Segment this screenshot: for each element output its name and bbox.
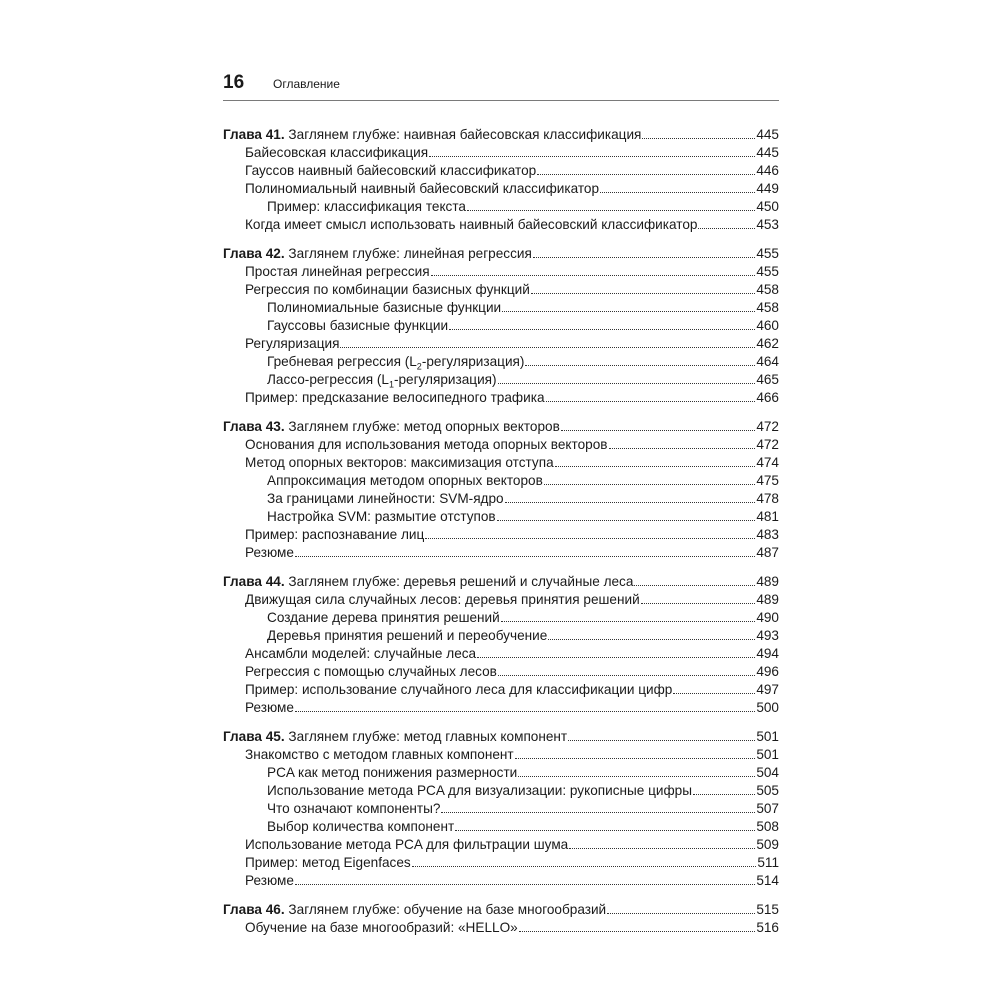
chapter-block [223,901,779,937]
entry-title [245,436,608,454]
entry-title-text: Обучение на базе многообразий: «HELLO» [245,920,518,935]
page-ref: 445 [756,127,779,142]
dot-leader [501,621,756,622]
chapter-label: Глава 42. [223,246,285,261]
entry-title [245,746,514,764]
page-ref: 508 [756,819,779,834]
entry-title-text: Резюме [245,700,294,715]
toc-entry[interactable] [223,663,779,681]
toc-entry[interactable] [223,782,779,800]
entry-title [267,371,497,389]
entry-title-text: Регрессия по комбинации базисных функций [245,282,530,297]
entry-title [267,353,524,371]
toc-entry[interactable] [223,645,779,663]
dot-leader [295,556,755,557]
entry-title-suffix: -регуляризация) [393,372,497,387]
toc-entry[interactable] [223,609,779,627]
entry-title-text: Гауссов наивный байесовский классификатор [245,163,537,178]
chapter-title [223,573,633,591]
page-ref: 472 [756,419,779,434]
toc-entry[interactable] [223,854,779,872]
page-ref: 501 [756,729,779,744]
toc-entry[interactable] [223,472,779,490]
dot-leader [431,275,756,276]
toc-entry[interactable] [223,162,779,180]
dot-leader [497,520,756,521]
entry-title-text: Деревья принятия решений и переобучение [267,628,548,643]
dot-leader [693,794,755,795]
toc-entry[interactable] [223,800,779,818]
page-ref: 455 [756,246,779,261]
dot-leader [477,657,755,658]
dot-leader [429,156,755,157]
entry-title-text: Использование метода PCA для фильтрации шума [245,837,569,852]
entry-title-suffix: -регуляризация) [421,354,525,369]
dot-leader [295,884,755,885]
toc-entry[interactable] [223,263,779,281]
toc-entry[interactable] [223,872,779,890]
toc-entry[interactable] [223,544,779,562]
page-ref: 466 [756,390,779,405]
entry-title [245,180,599,198]
page-ref: 458 [756,300,779,315]
dot-leader [673,693,755,694]
toc-entry[interactable] [223,836,779,854]
chapter-title [223,418,560,436]
dot-leader [455,830,755,831]
entry-title [245,836,568,854]
toc-entry[interactable] [223,508,779,526]
dot-leader [698,228,755,229]
chapter-block [223,126,779,234]
toc-entry[interactable] [223,436,779,454]
entry-title [245,681,672,699]
entry-title-text: Полиномиальные базисные функции [267,300,502,315]
chapter-entry[interactable] [223,728,779,746]
chapter-entry[interactable] [223,126,779,144]
entry-title [245,663,497,681]
entry-title [267,198,466,216]
dot-leader [425,538,755,539]
dot-leader [634,585,755,586]
entry-title-text: Использование метода PCA для визуализации: рукописные цифры [267,783,693,798]
page-ref: 489 [756,592,779,607]
chapter-title [223,245,532,263]
chapter-entry[interactable] [223,901,779,919]
chapter-title-text: Заглянем глубже: деревья решений и случайные леса [284,574,634,589]
chapter-label: Глава 44. [223,574,285,589]
toc-entry[interactable] [223,627,779,645]
entry-title [245,645,476,663]
chapter-title [223,126,641,144]
chapter-block [223,245,779,407]
dot-leader [544,484,755,485]
entry-title [267,299,501,317]
entry-title-text: Когда имеет смысл использовать наивный байесовский классификатор [245,217,698,232]
page-ref: 505 [756,783,779,798]
dot-leader [505,502,756,503]
chapter-title-text: Заглянем глубже: метод опорных векторов [284,419,560,434]
entry-title [267,472,543,490]
page-ref: 514 [756,873,779,888]
entry-title-text: Байесовская классификация [245,145,429,160]
entry-title [267,490,504,508]
toc-entry[interactable] [223,317,779,335]
entry-title [267,508,496,526]
page-ref: 487 [756,545,779,560]
chapter-title-text: Заглянем глубже: наивная байесовская классификация [284,127,642,142]
toc-entry[interactable] [223,144,779,162]
chapter-title-text: Заглянем глубже: линейная регрессия [284,246,532,261]
page-ref: 515 [756,902,779,917]
dot-leader [340,347,755,348]
page-ref: 481 [756,509,779,524]
entry-title-text: Регрессия с помощью случайных лесов [245,664,497,679]
chapter-title-text: Заглянем глубже: метод главных компонент [284,729,568,744]
toc-entry[interactable] [223,371,779,389]
chapter-title [223,901,606,919]
toc-entry[interactable] [223,299,779,317]
chapter-label: Глава 43. [223,419,285,434]
page-ref: 458 [756,282,779,297]
chapter-entry[interactable] [223,418,779,436]
chapter-label: Глава 41. [223,127,285,142]
page-ref: 496 [756,664,779,679]
entry-title-text: Настройка SVM: размытие отступов [267,509,496,524]
page-ref: 504 [756,765,779,780]
page-ref: 462 [756,336,779,351]
chapter-block [223,418,779,562]
chapter-block [223,573,779,717]
page-ref: 489 [756,574,779,589]
toc-entry[interactable] [223,746,779,764]
page-ref: 450 [756,199,779,214]
page-ref: 516 [756,920,779,935]
entry-title [245,144,428,162]
entry-title [245,591,640,609]
dot-leader [609,448,756,449]
dot-leader [546,401,756,402]
entry-title [267,800,440,818]
toc-entry[interactable] [223,699,779,717]
entry-title [245,526,424,544]
entry-title [245,281,530,299]
dot-leader [412,866,757,867]
entry-title [267,818,454,836]
dot-leader [525,365,755,366]
dot-leader [561,430,756,431]
page-ref: 509 [756,837,779,852]
entry-title [245,854,411,872]
entry-title-text: Выбор количества компонент [267,819,455,834]
toc-entry[interactable] [223,335,779,353]
page-ref: 500 [756,700,779,715]
page-ref: 445 [756,145,779,160]
toc-entry[interactable] [223,818,779,836]
entry-title [267,317,448,335]
dot-leader [498,383,756,384]
header-title: Оглавление [273,77,340,91]
page-ref: 472 [756,437,779,452]
toc-entry[interactable] [223,180,779,198]
subscript: 2 [416,361,422,372]
page-ref: 478 [756,491,779,506]
page-ref: 493 [756,628,779,643]
page-ref: 483 [756,527,779,542]
entry-title-text: Знакомство с методом главных компонент [245,747,514,762]
page-ref: 453 [756,217,779,232]
entry-title-text: Полиномиальный наивный байесовский классификатор [245,181,600,196]
entry-title [245,699,294,717]
entry-title-text: Аппроксимация методом опорных векторов [267,473,543,488]
entry-title-text: За границами линейности: SVM-ядро [267,491,504,506]
entry-title [245,216,697,234]
toc-entry[interactable] [223,281,779,299]
dot-leader [569,848,755,849]
chapter-title [223,728,567,746]
entry-title-text: Метод опорных векторов: максимизация отступа [245,455,554,470]
toc-entry[interactable] [223,216,779,234]
page-ref: 497 [756,682,779,697]
entry-title-text: Пример: метод Eigenfaces [245,855,411,870]
toc-entry[interactable] [223,919,779,937]
chapter-label: Глава 46. [223,902,285,917]
entry-title [245,544,294,562]
toc-entry[interactable] [223,198,779,216]
entry-title-text: Простая линейная регрессия [245,264,430,279]
dot-leader [607,913,755,914]
entry-title-text: Движущая сила случайных лесов: деревья принятия решений [245,592,640,607]
dot-leader [441,812,755,813]
entry-title [245,389,545,407]
toc-entry[interactable] [223,764,779,782]
dot-leader [519,931,756,932]
page-ref: 460 [756,318,779,333]
toc-entry[interactable] [223,490,779,508]
toc-entry[interactable] [223,681,779,699]
dot-leader [502,311,755,312]
page-ref: 501 [756,747,779,762]
entry-title [267,627,547,645]
dot-leader [295,711,755,712]
page-ref: 511 [757,855,779,870]
dot-leader [568,740,755,741]
entry-title [267,609,500,627]
dot-leader [600,192,755,193]
page-ref: 455 [756,264,779,279]
toc-entry[interactable] [223,389,779,407]
toc-entry[interactable] [223,591,779,609]
entry-title [267,782,692,800]
entry-title [245,454,554,472]
page-ref: 494 [756,646,779,661]
dot-leader [467,210,755,211]
page-ref: 449 [756,181,779,196]
subscript: 1 [388,379,394,390]
entry-title [245,162,536,180]
entry-title-text: Резюме [245,545,294,560]
entry-title [245,335,339,353]
chapter-block [223,728,779,890]
entry-title [245,263,430,281]
page-header [223,72,779,101]
entry-title-text: Что означают компоненты? [267,801,441,816]
dot-leader [531,293,756,294]
entry-title-text: Лассо-регрессия (L [267,372,389,387]
entry-title-text: Гауссовы базисные функции [267,318,449,333]
entry-title-text: Резюме [245,873,294,888]
entry-title-text: Пример: классификация текста [267,199,466,214]
chapter-title-text: Заглянем глубже: обучение на базе многообразий [284,902,607,917]
entry-title-text: PCA как метод понижения размерности [267,765,518,780]
entry-title-text: Создание дерева принятия решений [267,610,500,625]
dot-leader [498,675,755,676]
entry-title [245,919,518,937]
entry-title-text: Ансамбли моделей: случайные леса [245,646,477,661]
entry-title [245,872,294,890]
entry-title-text: Пример: распознавание лиц [245,527,425,542]
toc-entry[interactable] [223,526,779,544]
dot-leader [537,174,755,175]
entry-title-text: Регуляризация [245,336,340,351]
page-ref: 464 [756,354,779,369]
entry-title [267,764,517,782]
dot-leader [515,758,756,759]
table-of-contents [223,126,779,948]
page-ref: 446 [756,163,779,178]
dot-leader [555,466,756,467]
page-ref: 507 [756,801,779,816]
dot-leader [548,639,755,640]
dot-leader [518,776,755,777]
entry-title-text: Гребневая регрессия (L [267,354,417,369]
page-ref: 490 [756,610,779,625]
entry-title-text: Пример: использование случайного леса для классификации цифр [245,682,673,697]
entry-title-text: Пример: предсказание велосипедного трафика [245,390,545,405]
page-ref: 474 [756,455,779,470]
chapter-label: Глава 45. [223,729,285,744]
page-ref: 465 [756,372,779,387]
page-number: 16 [223,72,245,93]
chapter-entry[interactable] [223,573,779,591]
page-ref: 475 [756,473,779,488]
dot-leader [533,257,755,258]
toc-entry[interactable] [223,353,779,371]
toc-entry[interactable] [223,454,779,472]
dot-leader [641,603,756,604]
chapter-entry[interactable] [223,245,779,263]
dot-leader [449,329,755,330]
entry-title-text: Основания для использования метода опорных векторов [245,437,608,452]
dot-leader [642,138,755,139]
